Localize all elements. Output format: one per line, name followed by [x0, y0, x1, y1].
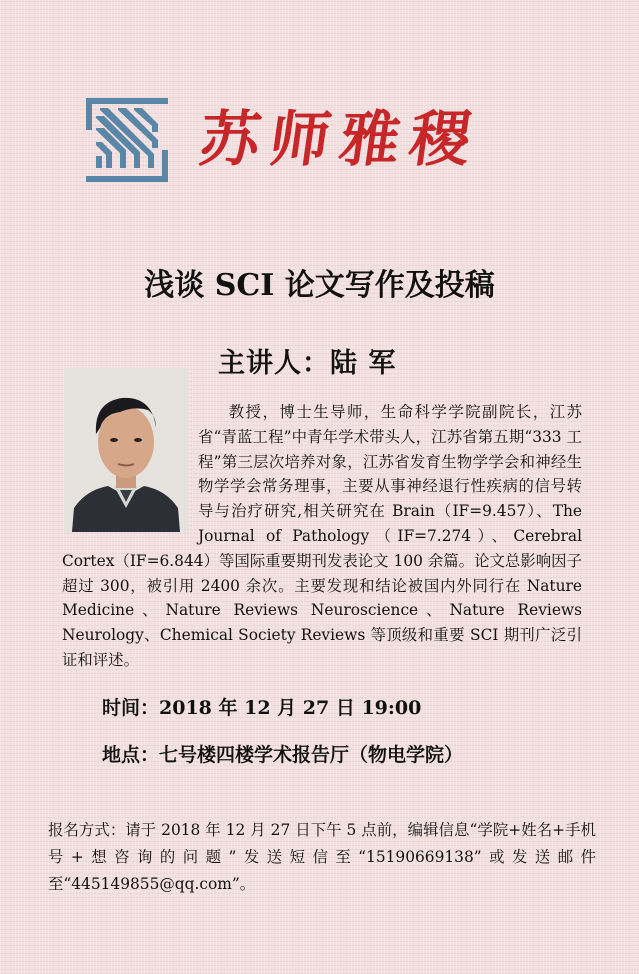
brand-title: 苏师雅稷	[195, 105, 485, 175]
speaker-name: 主讲人：陆 军	[218, 348, 397, 379]
event-place: 地点：七号楼四楼学术报告厅（物电学院）	[102, 744, 464, 766]
registration-info: 报名方式：请于 2018 年 12 月 27 日下午 5 点前，编辑信息“学院+姓名+手机号+想咨询的问题”发送短信至“15190669138”或发送邮件至“445149855@qq.com”。	[48, 821, 596, 893]
event-time: 时间：2018 年 12 月 27 日 19:00	[102, 697, 422, 719]
lecture-title: 浅谈 SCI 论文写作及投稿	[144, 268, 495, 303]
geometric-interlock-logo	[86, 98, 168, 182]
speaker-bio-block	[62, 400, 582, 673]
speaker-bio: 教授，博士生导师，生命科学学院副院长，江苏省“青蓝工程”中青年学术带头人，江苏省第五期“333 工程”第三层次培养对象，江苏省发育生物学学会和神经生物学学会常务理事，主要从事神经退行性疾病的信号转导与治疗研究,相关研究在 Brain（IF=9.457）、The Journal of Pathology（IF=7.274）、Cerebral Cortex（IF=6.844）等国际重要期刊发表论文 100 余篇。论文总影响因子超过 300，被引用 2400 余次。主要发现和结论被国内外同行在 Nature Medicine、Nature Reviews Neuroscience、Nature Reviews Neurology、Chemical Society Reviews 等顶级和重要 SCI 期刊广泛引证和评述。	[62, 403, 582, 669]
